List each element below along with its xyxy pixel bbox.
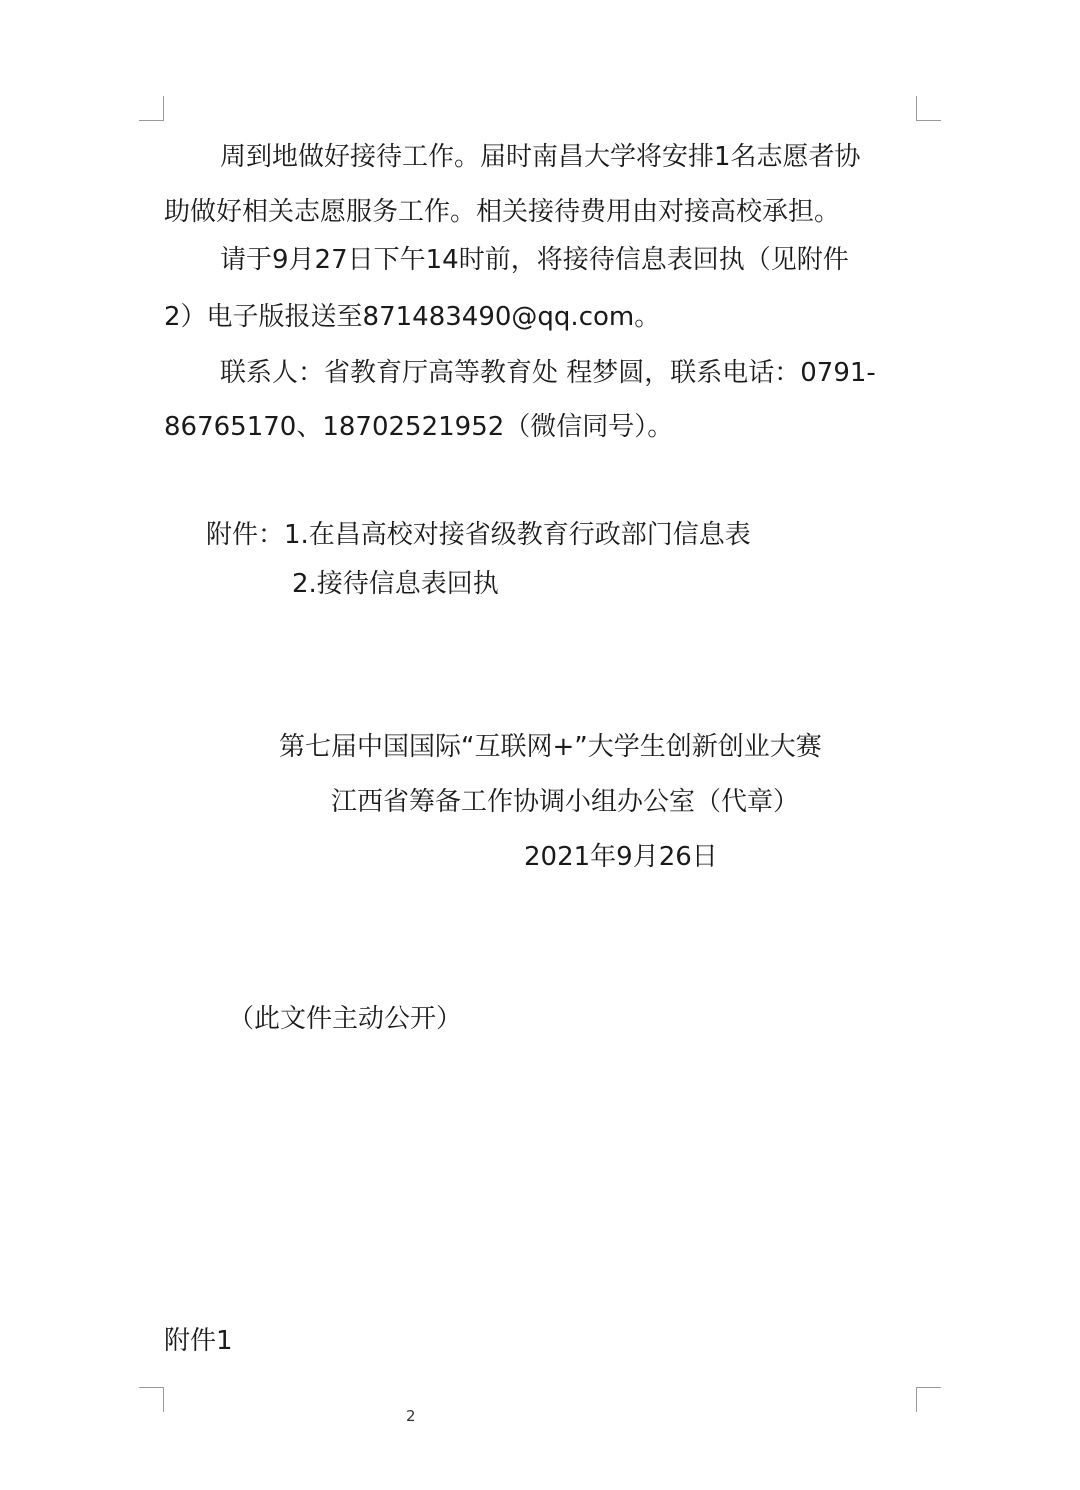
paragraph-reception-line-1: 周到地做好接待工作。届时南昌大学将安排1名志愿者协 [220,142,861,172]
paragraph-contact-line-2: 86765170、18702521952（微信同号）。 [164,412,674,442]
attachment-item-1: 附件：1.在昌高校对接省级教育行政部门信息表 [206,520,751,550]
signature-organizer: 第七届中国国际“互联网+”大学生创新创业大赛 [279,732,822,762]
crop-mark-bottom-right [916,1387,941,1412]
paragraph-contact-line-1: 联系人：省教育厅高等教育处 程梦圆，联系电话：0791- [220,358,876,388]
attachment-item-2: 2.接待信息表回执 [292,569,499,599]
paragraph-reception-line-2: 助做好相关志愿服务工作。相关接待费用由对接高校承担。 [164,197,841,227]
crop-mark-bottom-left [139,1387,164,1412]
next-attachment-label: 附件1 [164,1326,233,1356]
crop-mark-top-right [916,96,941,121]
signature-date: 2021年9月26日 [524,842,718,872]
disclosure-note: （此文件主动公开） [228,1004,463,1034]
page-number: 2 [406,1407,416,1425]
signature-office: 江西省筹备工作协调小组办公室（代章） [331,787,800,817]
paragraph-deadline-line-2: 2）电子版报送至871483490@qq.com。 [164,302,661,332]
paragraph-deadline-line-1: 请于9月27日下午14时前，将接待信息表回执（见附件 [220,245,849,275]
crop-mark-top-left [139,96,164,121]
